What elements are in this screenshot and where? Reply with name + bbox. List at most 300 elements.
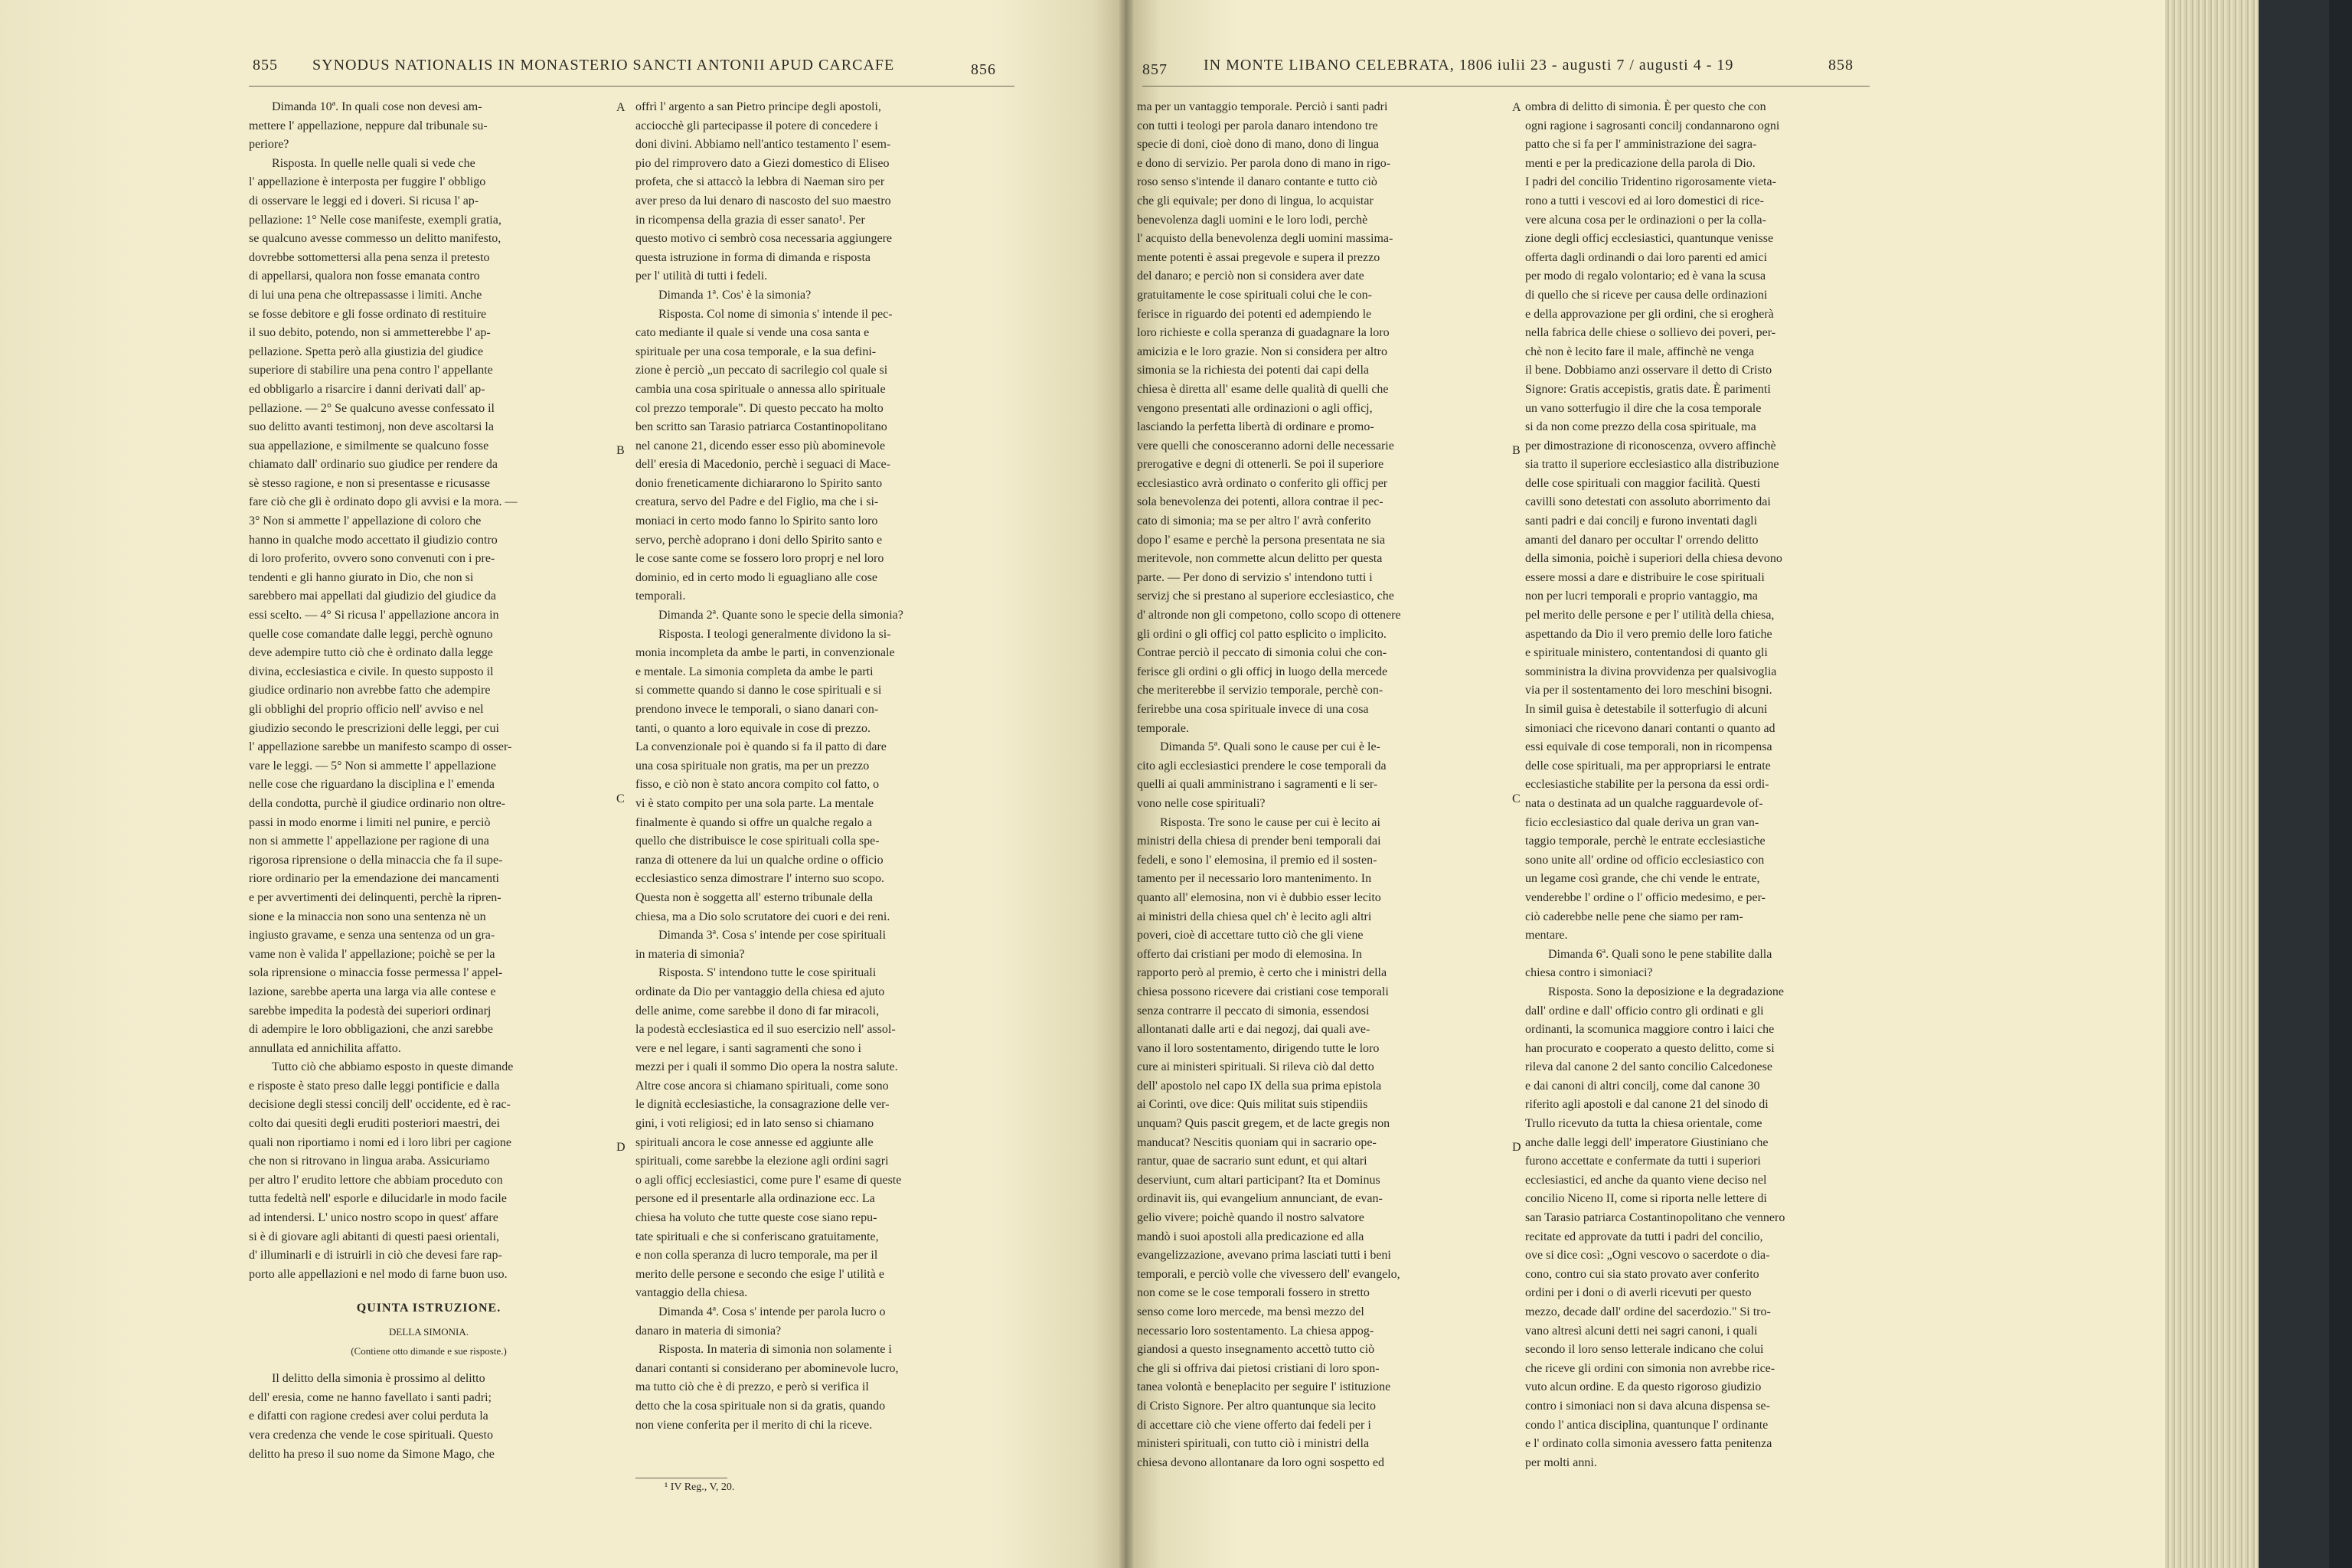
text-line: sè stesso ragione, e non si presentasse e ricusasse — [249, 476, 491, 490]
text-line: si da non come prezzo della cosa spirituale, ma — [1525, 420, 1756, 434]
text-line: lasciando la perfetta libertà di ordinare e promo- — [1137, 420, 1374, 434]
text-line: Risposta. I teologi generalmente dividono la si- — [658, 627, 891, 641]
text-line: colto dai quesiti degli eruditi posteriori maestri, dei — [249, 1117, 500, 1131]
book-gutter — [1119, 0, 1133, 1568]
text-line: vere e nel legare, i santi sagramenti che sono i — [635, 1041, 861, 1055]
text-line: hanno in qualche modo accettato il giudizio contro — [249, 533, 498, 547]
text-line: gratuitamente le cose spirituali colui che le con- — [1137, 288, 1372, 302]
text-line: se fosse debitore e gli fosse ordinato di restituire — [249, 307, 487, 321]
margin-letter-c-right: C — [1512, 792, 1521, 805]
text-line: deserviunt, cum altari participant? Ita et Dominus — [1137, 1173, 1380, 1187]
text-line: Contrae perciò il peccato di simonia colui che con- — [1137, 646, 1387, 660]
text-line: temporali, e perciò volle che vivessero dell' evangelo, — [1137, 1267, 1400, 1281]
column-b — [635, 98, 995, 1435]
text-line: Risposta. In quelle nelle quali si vede che — [272, 156, 475, 170]
text-line: pellazione: 1° Nelle cose manifeste, exempli gratia, — [249, 213, 501, 227]
text-line: chiesa, ma a Dio solo scrutatore dei cuori e dei reni. — [635, 910, 890, 923]
text-line: tanti, o quanto a loro equivale in cose di prezzo. — [635, 721, 871, 735]
text-line: Signore: Gratis accepistis, gratis date. È parimenti — [1525, 382, 1771, 396]
text-line: ai ministri della chiesa quel ch' è lecito agli altri — [1137, 910, 1372, 923]
text-line: dell' apostolo nel capo IX della sua prima epistola — [1137, 1079, 1382, 1093]
text-line: chiesa ha voluto che tutte queste cose siano repu- — [635, 1211, 877, 1225]
text-line: Dimanda 2ª. Quante sono le specie della simonia? — [658, 609, 903, 622]
text-line: si commette quando si danno le cose spirituali e si — [635, 684, 882, 697]
text-line: per molti anni. — [1525, 1455, 1597, 1469]
text-line: tate spirituali e che si conferiscano gratuitamente, — [635, 1230, 879, 1243]
text-line: mezzi per i quali il sommo Dio opera la nostra salute. — [635, 1060, 898, 1074]
text-line: rileva dal canone 2 del santo concilio Calcedonese — [1525, 1060, 1772, 1074]
text-line: vengono presentati alle ordinazioni o agli officj, — [1137, 401, 1373, 415]
text-line: per altro l' erudito lettore che abbiam proceduto con — [249, 1173, 503, 1187]
text-line: senza contrarre il peccato di simonia, essendosi — [1137, 1004, 1370, 1018]
text-line: delitto ha preso il suo nome da Simone Mago, che — [249, 1447, 495, 1461]
text-line: chiesa contro i simoniaci? — [1525, 966, 1653, 980]
text-line: ingiusto gravame, e senza una sentenza od un gra- — [249, 929, 495, 942]
text-line: offrì l' argento a san Pietro principe degli apostoli, — [635, 100, 881, 113]
text-line: cambia una cosa spirituale o annessa allo spirituale — [635, 382, 886, 396]
text-line: aver preso da lui denaro di nascosto del suo maestro — [635, 194, 891, 207]
text-line: manducat? Nescitis quoniam qui in sacrario ope- — [1137, 1135, 1377, 1149]
text-line: non viene conferita per il merito di chi la riceve. — [635, 1418, 873, 1432]
text-line: vantaggio della chiesa. — [635, 1286, 748, 1300]
text-line: pellazione. — 2° Se qualcuno avesse confessato il — [249, 401, 495, 415]
margin-letter-d: D — [616, 1141, 626, 1154]
text-line: fedeli, e sono l' elemosina, il premio ed il sosten- — [1137, 853, 1377, 867]
text-line: sono unite all' ordine od officio ecclesiastico con — [1525, 853, 1765, 867]
text-line: gini, i voti religiosi; ed in lato senso si chiamano — [635, 1117, 874, 1131]
right-page-number-858: 858 — [1828, 57, 1854, 74]
text-line: d' illuminarli e di istruirli in ciò che devesi fare rap- — [249, 1249, 502, 1263]
text-line: vare le leggi. — 5° Non si ammette l' appellazione — [249, 759, 496, 773]
text-line: di Cristo Signore. Per altro quantunque sia lecito — [1137, 1399, 1376, 1413]
text-line: si è di giovare agli abitanti di questi paesi orientali, — [249, 1230, 500, 1243]
text-line: necessario loro sostentamento. La chiesa appog- — [1137, 1324, 1374, 1338]
text-line: dopo l' esame e perchè la persona presentata ne sia — [1137, 533, 1386, 547]
text-line: danaro in materia di simonia? — [635, 1324, 782, 1338]
left-page-number-856: 856 — [971, 61, 996, 78]
text-line: ogni ragione i sagrosanti concilj condannarono ogni — [1525, 119, 1780, 132]
text-line: specie di doni, cioè dono di mano, dono di lingua — [1137, 138, 1379, 152]
text-line: una cosa spirituale non gratis, ma per un prezzo — [635, 759, 870, 773]
text-line: dall' ordine e dall' officio contro gli ordinati e gli — [1525, 1004, 1764, 1018]
header-rule-right — [1142, 86, 1870, 87]
text-line: ove si dice così: „Ogni vescovo o sacerdote o dia- — [1525, 1249, 1770, 1263]
text-line: e dono di servizio. Per parola dono di mano in rigo- — [1137, 156, 1391, 170]
text-line: le cose sante come se fossero loro proprj e nel loro — [635, 552, 884, 566]
margin-letter-c: C — [616, 792, 625, 805]
text-line: d' altronde non gli competono, collo scopo di ottenere — [1137, 609, 1401, 622]
right-running-head: IN MONTE LIBANO CELEBRATA, 1806 iulii 23 - augusti 7 / augusti 4 - 19 — [1204, 57, 1734, 74]
text-line: vano altresì alcuni detti nei sagri canoni, i quali — [1525, 1324, 1758, 1338]
text-line: Dimanda 6ª. Quali sono le pene stabilite dalla — [1548, 947, 1772, 961]
text-line: poveri, cioè di accettare tutto ciò che gli viene — [1137, 929, 1364, 942]
text-line: e dai canoni di altri concilj, come dal canone 30 — [1525, 1079, 1760, 1093]
margin-letter-a: A — [616, 101, 626, 114]
text-line: simoniaci che ricevono danari contanti o quanto ad — [1525, 721, 1775, 735]
text-line: offerto dai cristiani per modo di elemosina. In — [1137, 947, 1362, 961]
text-line: fare ciò che gli è ordinato dopo gli avvisi e la mora. — — [249, 495, 518, 509]
text-line: merito delle persone e secondo che esige l' utilità e — [635, 1267, 884, 1281]
text-line: taggio temporale, perchè le entrate ecclesiastiche — [1525, 835, 1766, 848]
section-title: QUINTA ISTRUZIONE. — [356, 1302, 501, 1315]
text-line: rigorosa riprensione o della minaccia che fa il supe- — [249, 853, 503, 867]
text-line: che gli si offriva dai pietosi cristiani di loro spon- — [1137, 1361, 1380, 1375]
text-line: questo motivo ci sembrò cosa necessaria aggiungere — [635, 232, 892, 246]
text-line: un vano sotterfugio il dire che la cosa temporale — [1525, 401, 1762, 415]
text-line: vano il loro sostentamento, dirigendo tutte le loro — [1137, 1041, 1380, 1055]
header-rule — [249, 86, 1014, 87]
text-line: zione è perciò „un peccato di sacrilegio col quale si — [635, 364, 888, 377]
text-line: simonia se la richiesta dei potenti dai capi della — [1137, 364, 1370, 377]
text-line: santi padri e dai concilj e furono inventati dagli — [1525, 514, 1758, 528]
text-line: cono, contro cui sia stato provato aver conferito — [1525, 1267, 1759, 1281]
text-line: che riceve gli ordini con simonia non avrebbe rice- — [1525, 1361, 1775, 1375]
text-line: dell' eresia di Macedonio, perchè i seguaci di Mace- — [635, 458, 890, 472]
text-line: menti e per la predicazione della parola di Dio. — [1525, 156, 1756, 170]
column-a-text — [249, 98, 609, 1284]
text-line: rono a tutti i vescovi ed ai loro domestici di rice- — [1525, 194, 1764, 207]
text-line: nelle cose che riguardano la disciplina e l' emenda — [249, 778, 495, 792]
text-line: nata o destinata ad un qualche ragguardevole of- — [1525, 796, 1763, 810]
text-line: ferisce gli ordini o gli officj in luogo della mercede — [1137, 665, 1388, 678]
text-line: Questa non è soggetta all' esterno tribunale della — [635, 890, 873, 904]
text-line: periore? — [249, 138, 289, 152]
text-line: zione degli officj ecclesiastici, quantunque venisse — [1525, 232, 1774, 246]
text-line: e mentale. La simonia completa da ambe le parti — [635, 665, 874, 678]
text-line: ma per un vantaggio temporale. Perciò i santi padri — [1137, 100, 1388, 113]
text-line: che non si ritrovano in lingua araba. Assicuriamo — [249, 1155, 490, 1168]
text-line: annullata ed annichilita affatto. — [249, 1041, 401, 1055]
text-line: 3° Non si ammette l' appellazione di coloro che — [249, 514, 482, 528]
text-line: gli obblighi del proprio officio nell' avviso e nel — [249, 703, 484, 716]
text-line: ferirebbe una cosa spirituale invece di una cosa — [1137, 703, 1369, 716]
text-line: quello che distribuisce le cose spirituali colla spe- — [635, 835, 880, 848]
text-line: ecclesiastico senza dimostrare l' interno suo scopo. — [635, 872, 884, 886]
text-line: Dimanda 1ª. Cos' è la simonia? — [658, 288, 812, 302]
section-subtitle-note: (Contiene otto dimande e sue risposte.) — [351, 1344, 507, 1357]
text-line: delle cose spirituali, ma per appropriarsi le entrate — [1525, 759, 1771, 773]
text-line: Altre cose ancora si chiamano spirituali, come sono — [635, 1079, 889, 1093]
text-line: porto alle appellazioni e nel modo di farne buon uso. — [249, 1267, 508, 1281]
text-line: unquam? Quis pascit gregem, et de lacte gregis non — [1137, 1117, 1390, 1131]
text-line: prendono invece le temporali, o siano danari con- — [635, 703, 879, 716]
text-line: e risposte è stato preso dalle leggi pontificie e dalla — [249, 1079, 500, 1093]
text-line: senso come loro mercede, ma bensì mezzo del — [1137, 1305, 1364, 1318]
text-line: detto che la cosa spirituale non si da gratis, quando — [635, 1399, 886, 1413]
text-line: le dignità ecclesiastiche, la consagrazione delle ver- — [635, 1098, 890, 1112]
text-line: essi equivale di cose temporali, non in ricompensa — [1525, 740, 1772, 754]
text-line: chiesa è diretta all' esame delle qualità di quelli che — [1137, 382, 1389, 396]
text-line: contro i simoniaci non si dava alcuna dispensa se- — [1525, 1399, 1770, 1413]
text-line: profeta, che si attaccò la lebbra di Naeman siro per — [635, 175, 885, 189]
text-line: sola riprensione o minaccia fosse permessa l' appel- — [249, 966, 503, 980]
text-line: tanea volontà e beneplacito per seguire l' istituzione — [1137, 1380, 1391, 1394]
text-line: di osservare le leggi ed i doveri. Si ricusa l' ap- — [249, 194, 479, 207]
text-line: allontanati dalle arti e dai negozj, dai quali ave- — [1137, 1023, 1370, 1037]
text-line: ed obbligarlo a risarcire i danni derivati dall' ap- — [249, 382, 485, 396]
left-page-number-855: 855 — [253, 57, 278, 74]
text-line: il bene. Dobbiamo anzi osservare il detto di Cristo — [1525, 364, 1772, 377]
text-line: di quello che si riceve per causa delle ordinazioni — [1525, 288, 1768, 302]
text-line: aspettando da Dio il vero premio delle loro fatiche — [1525, 627, 1772, 641]
text-line: vono nelle cose spirituali? — [1137, 796, 1266, 810]
text-line: persone ed il presentarle alla ordinazione ecc. La — [635, 1192, 875, 1206]
text-line: somministra la divina provvidenza per qualsivoglia — [1525, 665, 1777, 678]
text-line: della condotta, purchè il giudice ordinario non oltre- — [249, 796, 505, 810]
text-line: dell' eresia, come ne hanno favellato i santi padri; — [249, 1390, 492, 1404]
background-edge — [2329, 0, 2352, 1568]
text-line: rapporto però al premio, è certo che i ministri della — [1137, 966, 1387, 980]
text-line: col prezzo temporale". Di questo peccato ha molto — [635, 401, 884, 415]
text-line: sola benevolenza dei potenti, allora contrae il pec- — [1137, 495, 1383, 509]
text-line: anche dalle leggi dell' imperatore Giustiniano che — [1525, 1135, 1769, 1149]
column-d — [1525, 98, 1885, 1472]
text-line: ministeri spirituali, con tutto ciò i ministri della — [1137, 1437, 1370, 1451]
text-line: giudizio secondo le prescrizioni delle leggi, per cui — [249, 721, 499, 735]
text-line: roso senso s'intende il danaro contante e tutto ciò — [1137, 175, 1377, 189]
text-line: vere quelli che conosceranno adorni delle necessarie — [1137, 439, 1394, 452]
text-line: servizj che si prestano al superiore ecclesiastico, che — [1137, 590, 1394, 603]
text-line: pellazione. Spetta però alla giustizia del giudice — [249, 345, 484, 358]
text-line: gli ordini o gli officj col patto esplicito o implicito. — [1137, 627, 1387, 641]
text-line: offerta dagli ordinandi o dai loro parenti ed amici — [1525, 250, 1768, 264]
text-line: cato di simonia; ma se per altro l' avrà conferito — [1137, 514, 1371, 528]
text-line: Risposta. Tre sono le cause per cui è lecito ai — [1160, 815, 1380, 829]
text-line: la podestà ecclesiastica ed il suo esercizio nell' assol- — [635, 1023, 896, 1037]
text-line: benevolenza dagli uomini e le loro lodi, perchè — [1137, 213, 1368, 227]
text-line: decisione degli stessi concilj dell' occidente, ed è rac- — [249, 1098, 511, 1112]
text-line: e per avvertimenti dei delinquenti, perchè la ripren- — [249, 890, 501, 904]
text-line: che meriterebbe il servizio temporale, perchè con- — [1137, 684, 1383, 697]
text-line: amanti del danaro per occultar l' orrendo delitto — [1525, 533, 1759, 547]
margin-letter-d-right: D — [1512, 1141, 1521, 1154]
text-line: venderebbe l' ordine o l' officio medesimo, e per- — [1525, 890, 1766, 904]
text-line: in materia di simonia? — [635, 947, 745, 961]
text-line: quali non riportiamo i nomi ed i loro libri per cagione — [249, 1135, 512, 1149]
text-line: san Tarasio patriarca Costantinopolitano che vennero — [1525, 1211, 1785, 1225]
text-line: Dimanda 5ª. Quali sono le cause per cui è le- — [1160, 740, 1380, 754]
text-line: del danaro; e perciò non si considera aver date — [1137, 270, 1364, 283]
text-line: vi è stato compito per una sola parte. La mentale — [635, 796, 874, 810]
text-line: per l' utilità di tutti i fedeli. — [635, 270, 768, 283]
footnote: ¹ IV Reg., V, 20. — [665, 1481, 735, 1493]
column-a — [249, 98, 609, 1464]
text-line: di lui una pena che oltrepassasse i limiti. Anche — [249, 288, 482, 302]
text-line: riferito agli apostoli e dal canone 21 del sinodo di — [1525, 1098, 1769, 1112]
text-line: di adempire le loro obbligazioni, che anzi sarebbe — [249, 1023, 493, 1037]
text-line: l' appellazione è interposta per fuggire l' obbligo — [249, 175, 486, 189]
text-line: vere alcuna cosa per le ordinazioni o per la colla- — [1525, 213, 1766, 227]
text-line: un legame così grande, che chi vende le entrate, — [1525, 872, 1760, 886]
text-line: furono accettate e confermate da tutti i superiori — [1525, 1155, 1761, 1168]
text-line: chiesa possono ricevere dai cristiani cose temporali — [1137, 985, 1389, 998]
text-line: monia incompleta da ambe le parti, in convenzionale — [635, 646, 895, 660]
text-line: cure ai ministeri spirituali. Si rileva ciò dal detto — [1137, 1060, 1374, 1074]
text-line: finalmente è quando si offre un qualche regalo a — [635, 815, 872, 829]
text-line: ombra di delitto di simonia. È per questo che con — [1525, 100, 1766, 113]
text-line: sia tratto il superiore ecclesiastico alla distribuzione — [1525, 458, 1779, 472]
text-line: Trullo ricevuto da tutta la chiesa orientale, come — [1525, 1117, 1762, 1131]
text-line: patto che si fa per l' amministrazione dei sagra- — [1525, 138, 1757, 152]
text-line: essere mossi a dare e distribuire le cose spirituali — [1525, 570, 1765, 584]
text-line: via per il sostentamento dei loro meschini bisogni. — [1525, 684, 1772, 697]
text-line: spirituali, come sarebbe la elezione agli ordini sagri — [635, 1155, 889, 1168]
text-line: donio freneticamente dichiararono lo Spirito santo — [635, 476, 883, 490]
text-line: quelle cose comandate dalle leggi, perchè ognuno — [249, 627, 493, 641]
text-line: Il delitto della simonia è prossimo al delitto — [272, 1372, 485, 1386]
text-line: l' acquisto della benevolenza degli uomini massima- — [1137, 232, 1393, 246]
text-line: vuto alcun ordine. E da questo rigoroso giudizio — [1525, 1380, 1762, 1394]
margin-letter-b: B — [616, 444, 625, 457]
text-line: di accettare ciò che viene offerto dai fedeli per i — [1137, 1418, 1371, 1432]
text-line: essi scelto. — 4° Si ricusa l' appellazione ancora in — [249, 609, 499, 622]
text-line: moniaci in certo modo fanno lo Spirito santo loro — [635, 514, 878, 528]
text-line: chè non è lecito fare il male, affinchè ne venga — [1525, 345, 1755, 358]
text-line: giandosi a questo insegnamento accettò tutto ciò — [1137, 1343, 1375, 1357]
text-line: vame non è valida l' appellazione; poichè se per la — [249, 947, 495, 961]
text-line: doni divini. Abbiamo nell'antico testamento l' esem- — [635, 138, 891, 152]
text-line: ma tutto ciò che è di prezzo, e però si verifica il — [635, 1380, 869, 1394]
text-line: han procurato e cooperato a questo delitto, come si — [1525, 1041, 1775, 1055]
text-line: Dimanda 3ª. Cosa s' intende per cose spirituali — [658, 929, 887, 942]
text-line: acciocchè gli partecipasse il potere di concedere i — [635, 119, 878, 132]
text-line: ad intendersi. L' unico nostro scopo in quest' affare — [249, 1211, 498, 1225]
text-line: con tutti i teologi per parola danaro intendono tre — [1137, 119, 1378, 132]
text-line: e non colla speranza di lucro temporale, ma per il — [635, 1249, 878, 1263]
text-line: delle anime, come sarebbe il dono di far miracoli, — [635, 1004, 880, 1018]
text-line: riore ordinario per la emendazione dei mancamenti — [249, 872, 499, 886]
right-page — [1125, 0, 2259, 1568]
text-line: Tutto ciò che abbiamo esposto in queste dimande — [272, 1060, 514, 1074]
text-line: ciò caderebbe nelle pene che siamo per ram- — [1525, 910, 1743, 923]
text-line: ficio ecclesiastico dal quale deriva un gran van- — [1525, 815, 1759, 829]
text-line: o agli officj ecclesiastici, come pure l' esame di queste — [635, 1173, 902, 1187]
text-line: ranza di ottenere da lui un qualche ordine o officio — [635, 853, 884, 867]
text-line: loro richieste e colla speranza di guadagnare la loro — [1137, 326, 1390, 340]
text-line: il suo debito, potendo, non si ammetterebbe l' ap- — [249, 326, 491, 340]
text-line: Dimanda 4ª. Cosa s' intende per parola lucro o — [658, 1305, 886, 1318]
text-line: tendenti e gli hanno giurato in Dio, che non si — [249, 570, 474, 584]
text-line: condo l' antica disciplina, quantunque l' ordinante — [1525, 1418, 1769, 1432]
text-line: mentare. — [1525, 929, 1568, 942]
text-line: ecclesiastici, ed anche da quanto viene deciso nel — [1525, 1173, 1767, 1187]
text-line: gelio vivere; poichè quando il nostro salvatore — [1137, 1211, 1364, 1225]
text-line: Dimanda 10ª. In quali cose non devesi am- — [272, 100, 482, 113]
text-line: concilio Niceno II, come si riporta nelle lettere di — [1525, 1192, 1767, 1206]
text-line: in ricompensa della grazia di esser sanato¹. Per — [635, 213, 865, 227]
text-line: lazione, sarebbe aperta una larga via alle contese e — [249, 985, 496, 998]
text-line: sua appellazione, e similmente se qualcuno fosse — [249, 439, 489, 452]
column-c — [1137, 98, 1497, 1472]
text-line: servo, perchè adoprano i doni dello Spirito santo e — [635, 533, 883, 547]
text-line: e l' ordinato colla simonia avessero fatta penitenza — [1525, 1437, 1772, 1451]
text-line: delle cose spirituali con maggior facilità. Questi — [1525, 476, 1761, 490]
text-line: chiamato dall' ordinario suo giudice per rendere da — [249, 458, 498, 472]
section-subtitle: DELLA SIMONIA. — [389, 1326, 469, 1338]
text-line: ordini per i doni o di averli ricevuti per questo — [1525, 1286, 1752, 1300]
text-line: se qualcuno avesse commesso un delitto manifesto, — [249, 232, 501, 246]
text-line: Risposta. Col nome di simonia s' intende il pec- — [658, 307, 893, 321]
text-line: tamento per il necessario loro mantenimento. In — [1137, 872, 1372, 886]
text-line: prerogative e degni di ottenerli. Se poi il superiore — [1137, 458, 1384, 472]
text-line: spirituale per una cosa temporale, e la sua defini- — [635, 345, 877, 358]
text-line: giudice ordinario non avrebbe fatto che adempire — [249, 684, 491, 697]
text-line: fisso, e ciò non è stato ancora compito col fatto, o — [635, 778, 880, 792]
text-line: nella fabrica delle chiese o sollievo dei poveri, per- — [1525, 326, 1776, 340]
text-line: nel canone 21, dicendo esser esso più abominevole — [635, 439, 886, 452]
margin-letter-a-right: A — [1512, 101, 1521, 114]
text-line: cavilli sono detestati con assoluto aborrimento dai — [1525, 495, 1771, 509]
text-line: non come se le cose temporali fossero in stretto — [1137, 1286, 1370, 1300]
text-line: che gli equivale; per dono di lingua, lo acquistar — [1137, 194, 1374, 207]
left-running-head: SYNODUS NATIONALIS IN MONASTERIO SANCTI ANTONII APUD CARCAFE — [312, 57, 895, 74]
text-line: ai Corinti, ove dice: Quis militat suis stipendiis — [1137, 1098, 1368, 1112]
text-line: non per lucri temporali e proprio vantaggio, ma — [1525, 590, 1758, 603]
text-line: pio del rimprovero dato a Giezi domestico di Eliseo — [635, 156, 890, 170]
text-line: cato mediante il quale si vende una cosa santa e — [635, 326, 870, 340]
text-line: recitate ed approvate da tutti i padri del concilio, — [1525, 1230, 1763, 1243]
text-line: secondo il loro senso letterale indicano che colui — [1525, 1343, 1764, 1357]
text-line: dovrebbe sottomettersi alla pena senza il pretesto — [249, 250, 490, 264]
right-page-number-857: 857 — [1142, 61, 1168, 78]
text-line: ecclesiastico avrà ordinato o conferito gli officj per — [1137, 476, 1388, 490]
text-line: divina, ecclesiastica e civile. In questo supposto il — [249, 665, 494, 678]
text-line: Risposta. S' intendono tutte le cose spirituali — [658, 966, 877, 980]
text-line: ferisce in riguardo dei potenti ed adempiendo le — [1137, 307, 1372, 321]
text-line: cito agli ecclesiastici prendere le cose temporali da — [1137, 759, 1387, 773]
text-line: passi in modo enorme i limiti nel punire, e perciò — [249, 815, 491, 829]
text-line: mezzo, decade dall' ordine del sacerdozio." Si tro- — [1525, 1305, 1771, 1318]
text-line: e della approvazione per gli ordini, che si erogherà — [1525, 307, 1774, 321]
text-line: Risposta. In materia di simonia non solamente i — [658, 1343, 892, 1357]
text-line: Risposta. Sono la deposizione e la degradazione — [1548, 985, 1784, 998]
text-line: della simonia, poichè i superiori della chiesa devono — [1525, 552, 1782, 566]
text-line: suo delitto avanti testimonj, non deve ascoltarsi la — [249, 420, 494, 434]
text-line: quelli ai quali amministrano i sagramenti e li ser- — [1137, 778, 1378, 792]
text-line: meritevole, non commette alcun delitto per questa — [1137, 552, 1383, 566]
text-line: sione e la minaccia non sono una sentenza nè un — [249, 910, 486, 923]
text-line: ordinate da Dio per vantaggio della chiesa ed ajuto — [635, 985, 885, 998]
text-line: ordinanti, la scomunica maggiore contro i laici che — [1525, 1023, 1775, 1037]
text-line: e difatti con ragione credesi aver colui perduta la — [249, 1410, 488, 1423]
text-line: sarebbe impedita la podestà dei superiori ordinarj — [249, 1004, 492, 1018]
text-line: sarebbero mai appellati dal giudizio del giudice da — [249, 590, 496, 603]
text-line: temporali. — [635, 590, 686, 603]
text-line: ordinavit iis, qui evangelium annunciant, de evan- — [1137, 1192, 1383, 1206]
text-line: danari contanti si considerano per abominevole lucro, — [635, 1361, 899, 1375]
page-stack-edge — [2165, 0, 2259, 1568]
text-line: creatura, servo del Padre e del Figlio, ma che i si- — [635, 495, 879, 509]
text-line: mente potenti è assai pregevole e supera il prezzo — [1137, 250, 1380, 264]
text-line: mettere l' appellazione, neppure dal tribunale su- — [249, 119, 488, 132]
margin-letter-b-right: B — [1512, 444, 1521, 457]
text-line: chiesa devono allontanare da loro ogni sospetto ed — [1137, 1455, 1385, 1469]
text-line: quanto all' elemosina, non vi è dubbio esser lecito — [1137, 890, 1381, 904]
text-line: rantur, quae de sacrario sunt edunt, et qui altari — [1137, 1155, 1367, 1168]
text-line: temporale. — [1137, 721, 1189, 735]
text-line: di appellarsi, qualora non fosse emanata contro — [249, 270, 480, 283]
text-line: mandò i suoi apostoli alla predicazione ed alla — [1137, 1230, 1364, 1243]
text-line: deve adempire tutto ciò che è ordinato dalla legge — [249, 646, 493, 660]
text-line: questa istruzione in forma di dimanda e risposta — [635, 250, 871, 264]
left-page — [0, 0, 1125, 1568]
column-a-closing-text — [249, 1370, 609, 1464]
text-line: vera credenza che vende le cose spirituali. Questo — [249, 1428, 493, 1442]
text-line: parte. — Per dono di servizio s' intendono tutti i — [1137, 570, 1373, 584]
text-line: per dimostrazione di riconoscenza, ovvero affinchè — [1525, 439, 1776, 452]
text-line: superiore di stabilire una pena contro l' appellante — [249, 364, 493, 377]
text-line: La convenzionale poi è quando si fa il patto di dare — [635, 740, 887, 754]
